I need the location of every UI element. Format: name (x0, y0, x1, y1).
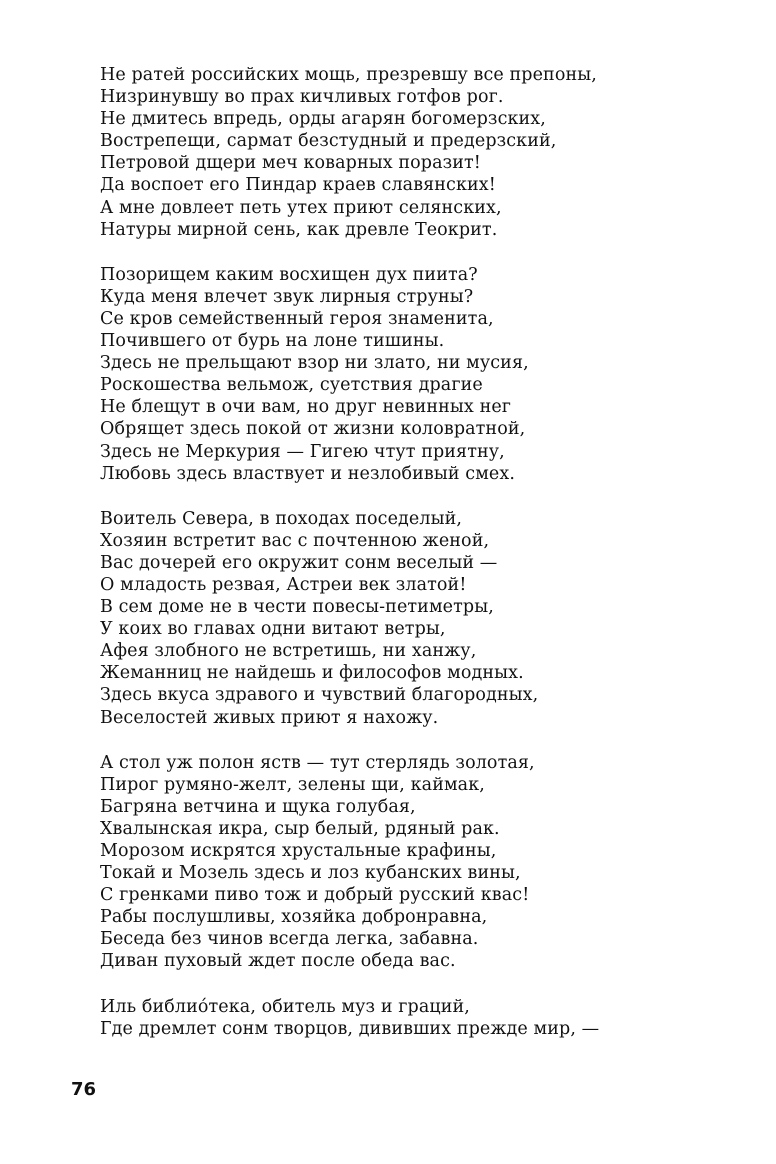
poem-line: Роскошества вельмож, суетствия драгие (100, 375, 483, 396)
poem-line: Натуры мирной сень, как древле Теокрит. (100, 219, 498, 240)
stanza (100, 752, 720, 973)
poem-line: Пирог румяно-желт, зелены щи, каймак, (100, 774, 485, 795)
stanza (100, 64, 720, 241)
poem-line: О младость резвая, Астреи век златой! (100, 574, 467, 595)
stanza (100, 508, 720, 729)
poem-line: Почившего от бурь на лоне тишины. (100, 331, 445, 352)
poem-line: Где дремлет сонм творцов, дививших прежде мир, — (100, 1018, 600, 1039)
poem-line: Здесь не Меркурия — Гигею чтут приятну, (100, 441, 505, 462)
poem-line: Куда меня влечет звук лирныя струны? (100, 286, 474, 307)
poem-text (100, 64, 720, 1063)
poem-line: Хозяин встретит вас с почтенною женой, (100, 530, 490, 551)
poem-line: Жеманниц не найдешь и философов модных. (100, 663, 524, 684)
poem-line: Беседа без чинов всегда легка, забавна. (100, 929, 479, 950)
poem-line: Хвалынская икра, сыр белый, рдяный рак. (100, 818, 500, 839)
poem-line: У коих во главах одни витают ветры, (100, 619, 446, 640)
page-number: 76 (71, 1079, 97, 1100)
poem-line: Низринувшу во прах кичливых готфов рог. (100, 87, 504, 108)
poem-line: Веселостей живых приют я нахожу. (100, 707, 439, 728)
poem-line: Се кров семейственный героя знаменита, (100, 308, 494, 329)
poem-line: Морозом искрятся хрустальные крафины, (100, 841, 497, 861)
poem-line: А стол уж полон яств — тут стерлядь золотая, (100, 752, 535, 773)
poem-line: В сем доме не в чести повесы-петиметры, (100, 597, 494, 618)
poem-line: Здесь не прельщают взор ни злато, ни мусия, (100, 353, 529, 374)
poem-line: Иль библио́тека, обитель муз и граций, (100, 996, 470, 1017)
poem-line: Не дмитесь впредь, орды агарян богомерзских, (100, 109, 546, 130)
stanza (100, 996, 720, 1040)
poem-line: С гренками пиво тож и добрый русский квас! (100, 885, 530, 906)
poem-line: Любовь здесь властвует и незлобивый смех. (100, 463, 516, 484)
poem-line: Афея злобного не встретишь, ни ханжу, (100, 641, 477, 662)
poem-line: Вострепещи, сармат безстудный и предерзский, (100, 131, 557, 152)
poem-line: Не блещут в очи вам, но друг невинных нег (100, 397, 512, 418)
poem-line: Рабы послушливы, хозяйка добронравна, (100, 907, 488, 928)
poem-line: Позорищем каким восхищен дух пиита? (100, 264, 478, 285)
poem-line: Багряна ветчина и щука голубая, (100, 796, 416, 817)
poem-line: Токай и Мозель здесь и лоз кубанских вины, (100, 863, 521, 884)
poem-line: Не ратей российских мощь, презревшу все препоны, (100, 65, 597, 85)
poem-line: Диван пуховый ждет после обеда вас. (100, 951, 456, 972)
poem-line: Здесь вкуса здравого и чувствий благородных, (100, 685, 539, 706)
stanza (100, 264, 720, 485)
poem-line: Обрящет здесь покой от жизни коловратной, (100, 419, 526, 440)
poem-line: А мне довлеет петь утех приют селянских, (100, 197, 502, 218)
poem-line: Вас дочерей его окружит сонм веселый — (100, 552, 498, 573)
poem-line: Воитель Севера, в походах поседелый, (100, 508, 463, 529)
poem-line: Петровой дщери меч коварных поразит! (100, 153, 481, 174)
poem-line: Да воспоет его Пиндар краев славянских! (100, 175, 496, 196)
